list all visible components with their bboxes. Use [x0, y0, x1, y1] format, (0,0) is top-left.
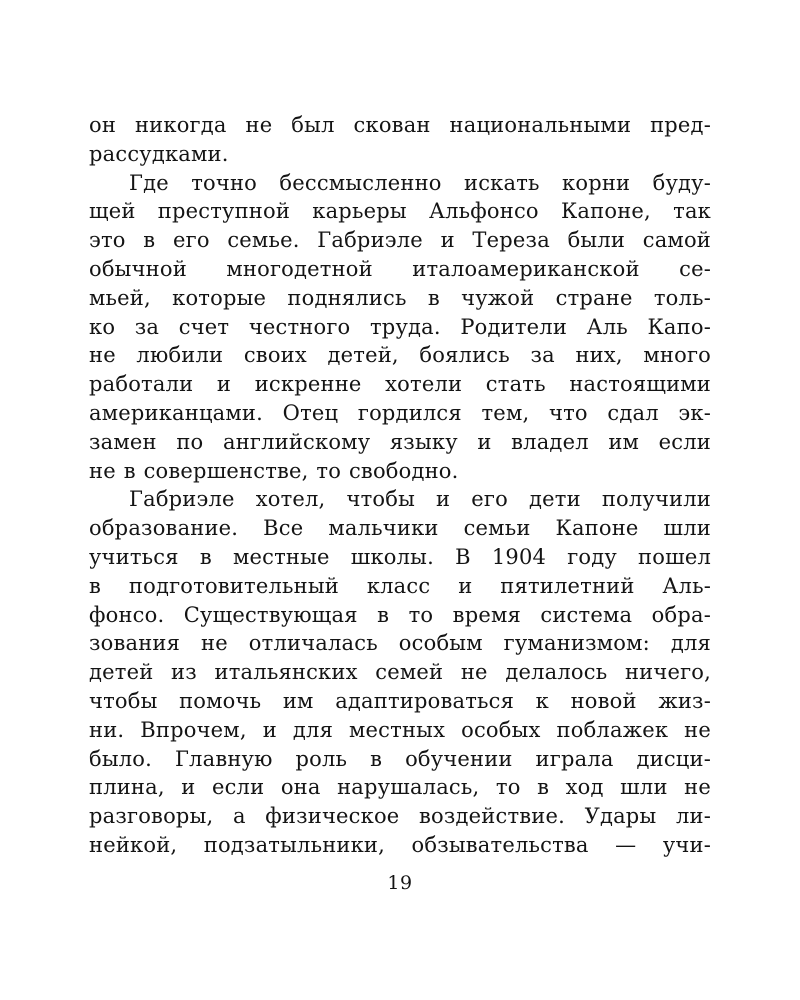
text-line: рассудками.	[89, 141, 229, 166]
text-line: ко за счет честного труда. Родители Аль Капо-	[89, 314, 711, 339]
text-line: не в совершенстве, то свободно.	[89, 458, 459, 483]
text-line: Габриэле хотел, чтобы и его дети получили	[129, 487, 711, 512]
text-line: нейкой, подзатыльники, обзывательства — учи-	[89, 832, 711, 857]
text-line: не любили своих детей, боялись за них, много	[89, 343, 711, 368]
text-line: разговоры, а физическое воздействие. Удары ли-	[89, 804, 711, 829]
text-line: в подготовительный класс и пятилетний Аль-	[89, 573, 711, 598]
paragraph	[89, 169, 711, 486]
text-line: мьей, которые поднялись в чужой стране толь-	[89, 285, 711, 310]
paragraph	[89, 485, 711, 859]
paragraph	[89, 111, 711, 169]
text-line: Где точно бессмысленно искать корни буду-	[129, 170, 711, 195]
text-line: ни. Впрочем, и для местных особых поблажек не	[89, 717, 711, 742]
text-line: замен по английскому языку и владел им если	[89, 429, 711, 454]
text-block	[89, 111, 711, 860]
text-line: работали и искренне хотели стать настоящими	[89, 372, 711, 397]
text-line: зования не отличалась особым гуманизмом: для	[89, 631, 711, 656]
text-line: образование. Все мальчики семьи Капоне шли	[89, 516, 711, 541]
text-line: детей из итальянских семей не делалось ничего,	[89, 660, 711, 685]
text-line: обычной многодетной италоамериканской се-	[89, 256, 711, 281]
page-number: 19	[387, 872, 413, 894]
text-line: американцами. Отец гордился тем, что сдал эк-	[89, 400, 711, 425]
text-line: чтобы помочь им адаптироваться к новой жиз-	[89, 688, 711, 713]
text-line: щей преступной карьеры Альфонсо Капоне, так	[89, 199, 711, 224]
text-line: плина, и если она нарушалась, то в ход шли не	[89, 775, 711, 800]
text-line: это в его семье. Габриэле и Тереза были самой	[89, 228, 711, 253]
text-line: учиться в местные школы. В 1904 году пошел	[89, 544, 711, 569]
text-line: было. Главную роль в обучении играла дисци-	[89, 746, 711, 771]
text-line: фонсо. Существующая в то время система обра-	[89, 602, 711, 627]
text-line: он никогда не был скован национальными пред-	[89, 113, 711, 137]
page-footer	[89, 872, 711, 894]
